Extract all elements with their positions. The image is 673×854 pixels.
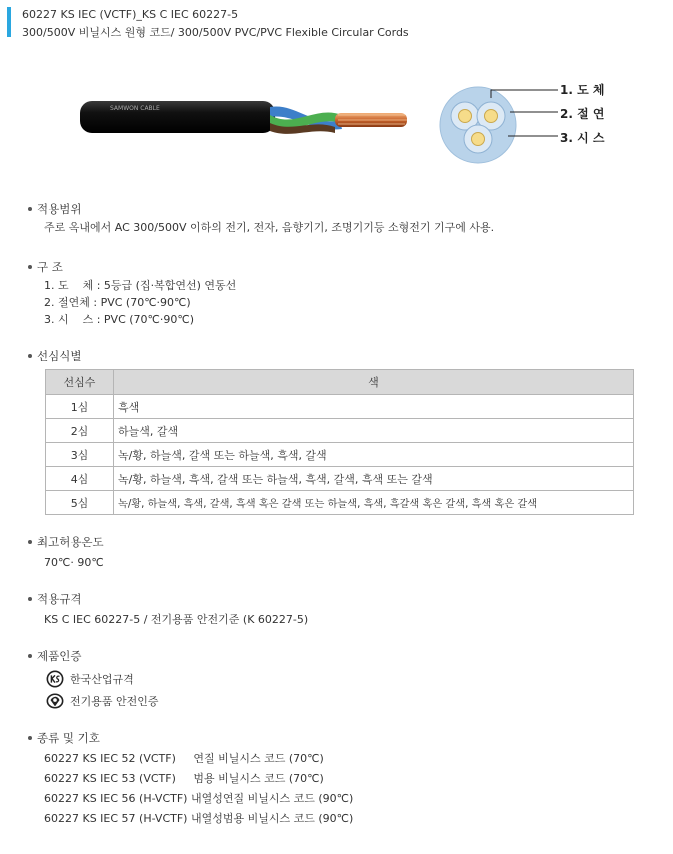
bullet-icon — [28, 207, 32, 211]
bullet-icon — [28, 540, 32, 544]
table-header-row — [46, 370, 634, 395]
callout-insulation: 2. 절 연 — [560, 107, 605, 121]
safety-mark-icon — [46, 692, 64, 710]
core-count-cell: 1심 — [46, 395, 114, 419]
header-accent-bar — [7, 7, 11, 37]
cert-item — [46, 668, 159, 690]
table-row — [46, 467, 634, 491]
bullet-icon — [28, 654, 32, 658]
max-temp-text: 70℃· 90℃ — [44, 556, 104, 569]
section-scope — [36, 201, 494, 236]
cert-label: 한국산업규격 — [70, 673, 134, 686]
color-cell: 녹/황, 하늘색, 갈색 또는 하늘색, 흑색, 갈색 — [114, 443, 634, 467]
structure-item: 2. 절연체 : PVC (70℃·90℃) — [44, 296, 191, 309]
section-title: 구 조 — [37, 260, 63, 274]
section-max-temp — [36, 534, 104, 571]
table-row — [46, 419, 634, 443]
type-item: 60227 KS IEC 53 (VCTF) 범용 비닐시스 코드 (70℃) — [44, 772, 324, 785]
bullet-icon — [28, 597, 32, 601]
color-cell: 녹/황, 하늘색, 흑색, 갈색 또는 하늘색, 흑색, 갈색, 흑색 또는 갈색 — [114, 467, 634, 491]
table-row — [46, 395, 634, 419]
section-title: 선심식별 — [37, 349, 82, 363]
ks-mark-icon — [46, 670, 64, 688]
column-header-cores: 선심수 — [46, 370, 114, 395]
type-item: 60227 KS IEC 56 (H-VCTF) 내열성연질 비닐시스 코드 (90℃) — [44, 792, 354, 805]
column-header-color: 색 — [114, 370, 634, 395]
header-subtitle: 300/500V 비닐시스 원형 코드/ 300/500V PVC/PVC Flexible Circular Cords — [22, 26, 409, 39]
structure-item: 1. 도 체 : 5등급 (집·복합연선) 연동선 — [44, 279, 237, 292]
cable-illustration — [80, 95, 420, 145]
core-count-cell: 2심 — [46, 419, 114, 443]
section-standard — [36, 591, 308, 628]
type-item: 60227 KS IEC 57 (H-VCTF) 내열성범용 비닐시스 코드 (90℃) — [44, 812, 354, 825]
callout-conductor: 1. 도 체 — [560, 83, 605, 97]
callout-leader-lines — [438, 85, 563, 150]
standard-text: KS C IEC 60227-5 / 전기용품 안전기준 (K 60227-5) — [44, 613, 309, 626]
color-cell: 흑색 — [114, 395, 634, 419]
table-row — [46, 491, 634, 515]
cable-print-text: SAMWON CABLE — [110, 105, 160, 112]
color-cell: 녹/황, 하늘색, 흑색, 갈색, 흑색 혹은 갈색 또는 하늘색, 흑색, 흑갈색 혹은 갈색, 흑색 혹은 갈색 — [114, 491, 634, 515]
core-color-table — [45, 369, 634, 515]
section-title: 적용범위 — [37, 202, 82, 216]
section-core-id — [36, 348, 81, 364]
section-types — [36, 730, 353, 829]
section-title: 종류 및 기호 — [37, 731, 100, 745]
cert-item — [46, 690, 159, 712]
section-structure — [36, 259, 236, 328]
scope-text: 주로 옥내에서 AC 300/500V 이하의 전기, 전자, 음향기기, 조명기기등 소형전기 기구에 사용. — [44, 221, 495, 234]
cert-label: 전기용품 안전인증 — [70, 695, 159, 708]
type-item: 60227 KS IEC 52 (VCTF) 연질 비닐시스 코드 (70℃) — [44, 752, 324, 765]
core-count-cell: 4심 — [46, 467, 114, 491]
core-count-cell: 3심 — [46, 443, 114, 467]
structure-item: 3. 시 스 : PVC (70℃·90℃) — [44, 313, 195, 326]
bullet-icon — [28, 736, 32, 740]
section-certification — [36, 648, 159, 712]
core-count-cell: 5심 — [46, 491, 114, 515]
header-title: 60227 KS IEC (VCTF)_KS C IEC 60227-5 — [22, 8, 239, 21]
bullet-icon — [28, 265, 32, 269]
callout-labels — [560, 83, 604, 155]
callout-sheath: 3. 시 스 — [560, 131, 605, 145]
section-title: 최고허용온도 — [37, 535, 104, 549]
section-title: 적용규격 — [37, 592, 82, 606]
color-cell: 하늘색, 갈색 — [114, 419, 634, 443]
section-title: 제품인증 — [37, 649, 82, 663]
table-row — [46, 443, 634, 467]
bullet-icon — [28, 354, 32, 358]
